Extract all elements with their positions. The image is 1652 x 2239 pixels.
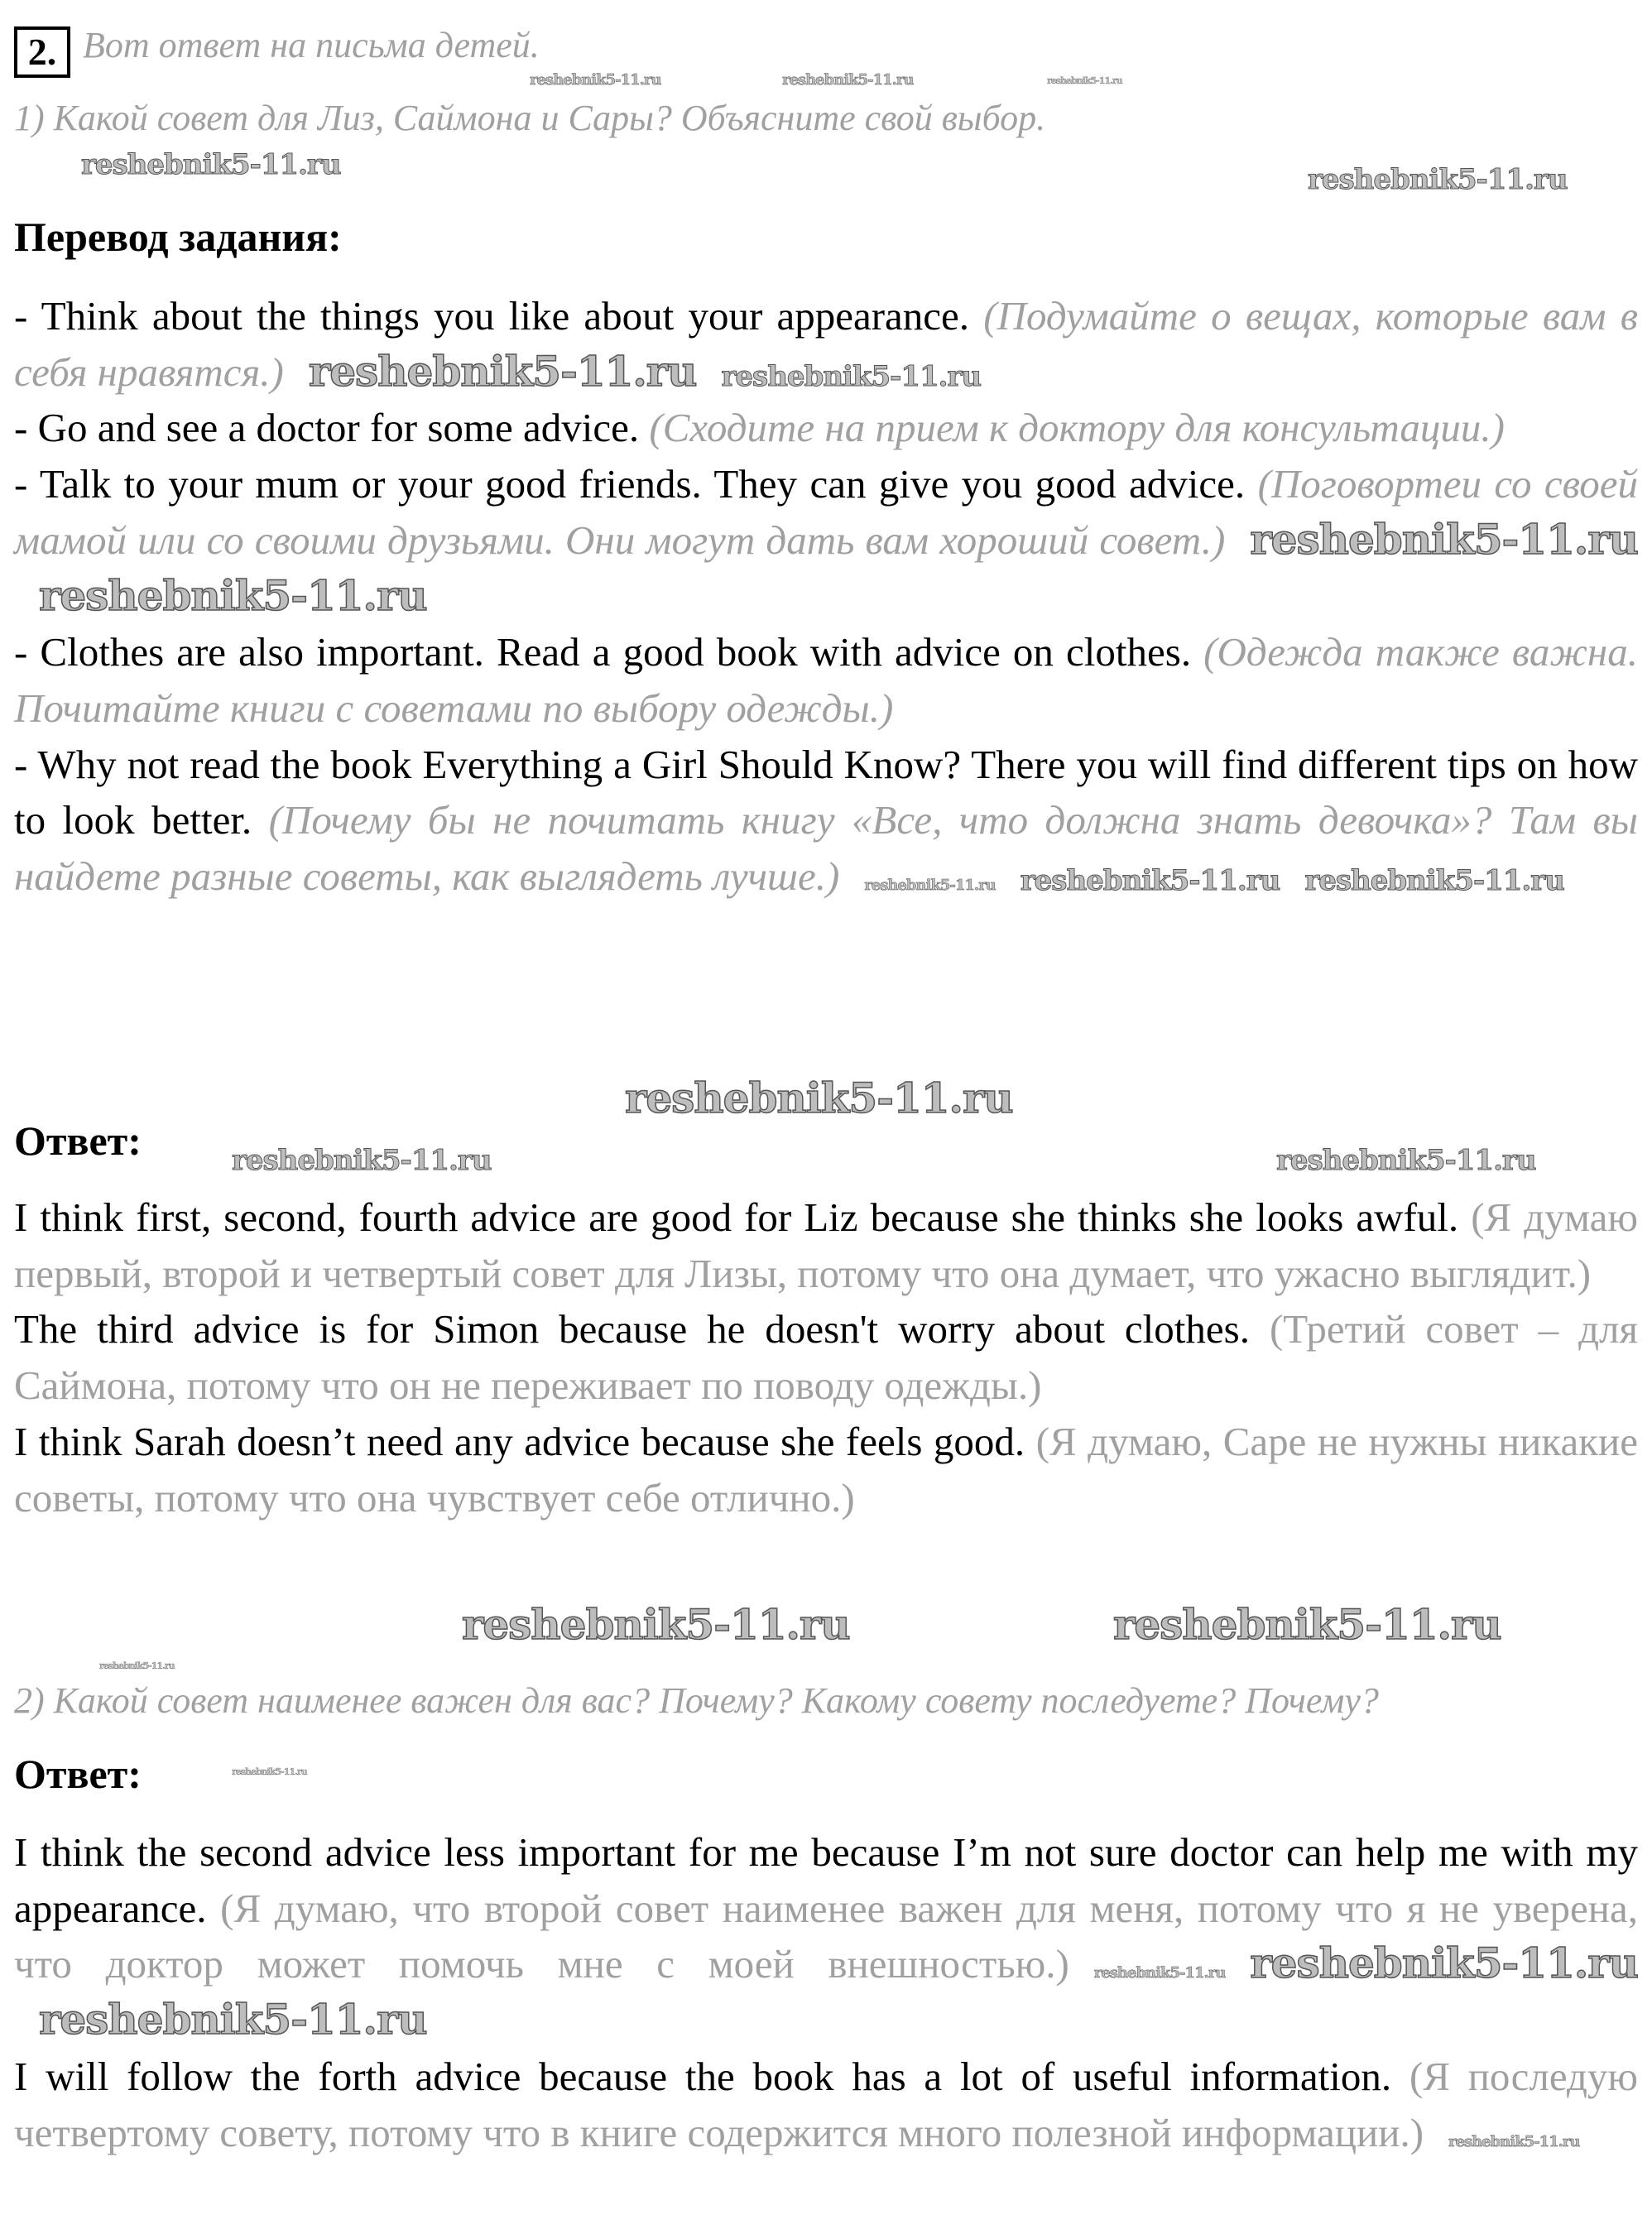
item-en: I think Sarah doesn’t need any advice because she feels good. [14,1418,1025,1464]
item-en: - Talk to your mum or your good friends. They can give you good advice. [14,461,1246,507]
answer-2-block [14,1824,1638,2160]
item-ru: (Я думаю, Саре не нужны никакие советы, потому что она чувствует себе отлично.) [14,1418,1638,1521]
watermark: reshebnik5-11.ru [530,71,661,89]
answer-item [14,2049,1638,2160]
watermark: reshebnik5-11.ru [1250,514,1638,564]
watermark: reshebnik5-11.ru [81,148,341,181]
watermark: reshebnik5-11.ru [1047,75,1122,86]
item-ru: (Поговортеи со своей мамой или со своими друзьями. Они могут дать вам хороший совет.) [14,461,1638,563]
item-ru: (Одежда также важна. Почитайте книги с советами по выбору одежды.) [14,629,1638,731]
answer-1-block [14,1189,1638,1525]
watermark: reshebnik5-11.ru [1276,1144,1536,1177]
item-ru: (Сходите на прием к доктору для консультации.) [649,405,1505,451]
watermark: reshebnik5-11.ru [721,359,982,393]
item-ru: (Я думаю, что второй совет наименее важен для меня, потому что я не уверена, что доктор может помочь мне с моей внешностью.) [14,1885,1639,1987]
answer-heading-2: Ответ: [14,1751,142,1797]
watermark: reshebnik5-11.ru [782,71,914,89]
task-title: Вот ответ на письма детей. [83,25,540,65]
question-1: 1) Какой совет для Лиз, Саймона и Сары? Объясните свой выбор. [14,98,1046,138]
answer-heading-1: Ответ: [14,1117,142,1164]
item-en: I think first, second, fourth advice are good for Liz because she thinks she looks awful. [14,1194,1459,1240]
watermark: reshebnik5-11.ru [39,1995,427,2044]
translation-item [14,456,1638,624]
translation-item [14,288,1638,400]
translation-item [14,400,1638,456]
item-en: I think the second advice less important for me because I’m not sure doctor can help me with my appearance. [14,1829,1638,1931]
answer-item [14,1301,1638,1413]
translation-heading: Перевод задания: [14,214,342,260]
watermark: reshebnik5-11.ru [232,1766,307,1777]
watermark: reshebnik5-11.ru [1250,1939,1638,1988]
watermark: reshebnik5-11.ru [1093,1964,1226,1982]
item-en: The third advice is for Simon because he doesn't worry about clothes. [14,1306,1250,1353]
answer-item [14,1189,1638,1301]
item-en: - Clothes are also important. Read a good book with advice on clothes. [14,629,1192,675]
item-en: I will follow the forth advice because the book has a lot of useful information. [14,2053,1392,2099]
watermark: reshebnik5-11.ru [1304,864,1564,898]
watermark: reshebnik5-11.ru [864,877,996,895]
item-ru: (Подумайте о вещах, которые вам в себя нравятся.) [14,293,1639,395]
watermark: reshebnik5-11.ru [308,346,697,396]
watermark: reshebnik5-11.ru [232,1144,492,1177]
item-ru: (Я думаю первый, второй и четвертый совет для Лизы, потому что она думает, что ужасно выглядит.) [14,1194,1639,1296]
watermark: reshebnik5-11.ru [1113,1600,1501,1649]
item-ru: (Почему бы не почитать книгу «Все, что должна знать девочка»? Там вы найдете разные советы, как выглядеть лучше.) [14,797,1638,900]
watermark: reshebnik5-11.ru [1308,163,1568,196]
watermark: reshebnik5-11.ru [1020,864,1280,898]
task-number: 2. [14,26,70,78]
question-2: 2) Какой совет наименее важен для вас? Почему? Какому совету последуете? Почему? [14,1680,1379,1721]
watermark: reshebnik5-11.ru [625,1074,1013,1122]
item-en: - Why not read the book Everything a Girl Should Know? There you will find different tips on how to look better. [14,741,1638,843]
watermark: reshebnik5-11.ru [462,1600,850,1649]
watermark: reshebnik5-11.ru [1448,2132,1580,2150]
item-ru: (Я последую четвертому совету, потому что в книге содержится много полезной информации.) [14,2053,1638,2155]
watermark: reshebnik5-11.ru [99,1660,175,1671]
item-en: - Go and see a doctor for some advice. [14,405,640,451]
item-ru: (Третий совет – для Саймона, потому что он не переживает по поводу одежды.) [14,1306,1638,1409]
translation-item [14,624,1638,736]
translation-block [14,288,1638,905]
watermark: reshebnik5-11.ru [39,570,427,620]
answer-item [14,1414,1638,1525]
item-en: - Think about the things you like about your appearance. [14,293,970,339]
answer-item [14,1824,1638,2049]
translation-item [14,737,1638,905]
